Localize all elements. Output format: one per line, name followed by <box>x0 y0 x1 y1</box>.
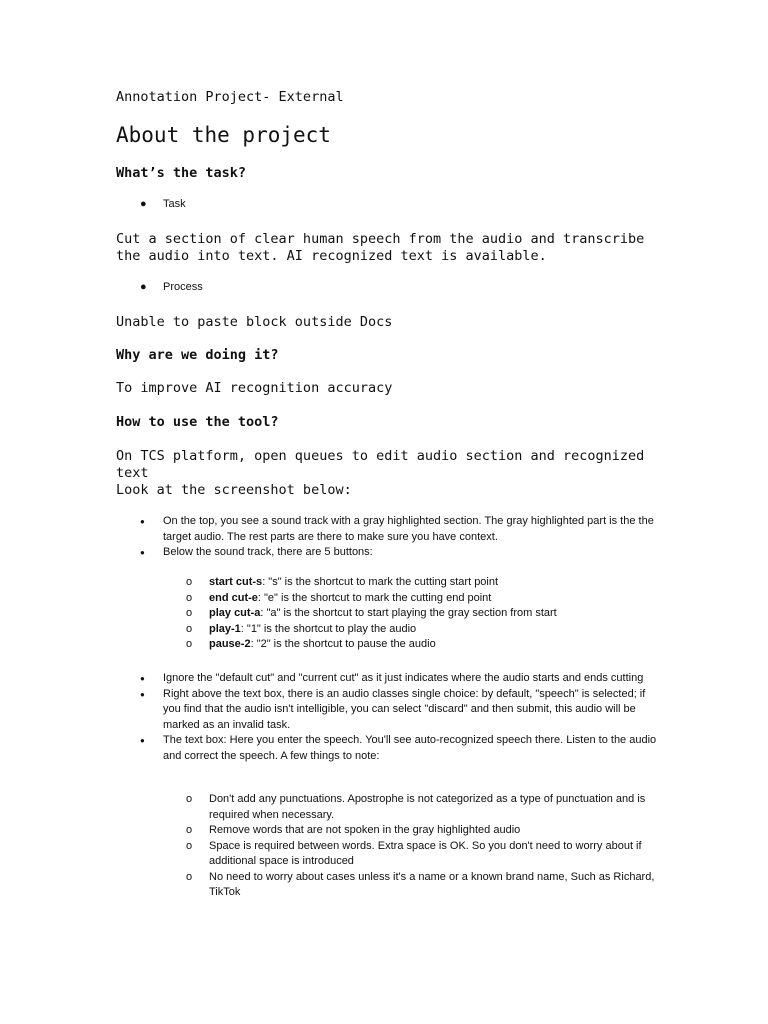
button-desc: : "2" is the shortcut to pause the audio <box>250 638 436 650</box>
process-bullet-label: Process <box>163 281 203 293</box>
page-heading: About the project <box>116 123 331 147</box>
list-item <box>186 637 666 653</box>
button-name: play-1 <box>209 622 241 635</box>
notes-list <box>186 792 666 901</box>
list-item: o Space is required between words. Extra space is OK. So you don't need to worry about if additional space is introduced <box>186 839 666 870</box>
button-desc: : "e" is the shortcut to mark the cutting end point <box>257 591 492 604</box>
list-item: ● Right above the text box, there is an audio classes single choice: by default, "speech" is selected; if you find that the audio isn't intelligible, you can select "discard" and then submit, this audio will be marked as an invalid task. <box>140 687 660 734</box>
list-item <box>186 622 666 638</box>
button-desc: : "1" is the shortcut to play the audio <box>240 622 417 635</box>
tool-list <box>140 514 660 561</box>
list-item: ● Below the sound track, there are 5 buttons: <box>140 545 660 561</box>
how-heading: How to use the tool? <box>116 414 279 430</box>
button-desc: : "s" is the shortcut to mark the cutting start point <box>262 576 499 588</box>
list-item <box>186 591 666 607</box>
list-item: ● Ignore the "default cut" and "current cut" as it just indicates where the audio starts and ends cutting <box>140 671 660 687</box>
list-item: o Remove words that are not spoken in the gray highlighted audio <box>186 823 666 839</box>
list-item: o Don't add any punctuations. Apostrophe is not categorized as a type of punctuation and is required when necessary. <box>186 792 666 823</box>
notes-intro-list <box>140 671 660 764</box>
list-item: ● On the top, you see a sound track with a gray highlighted section. The gray highlighted part is the the target audio. The rest parts are there to make sure you have context. <box>140 514 660 545</box>
button-name: pause-2 <box>209 638 251 650</box>
why-heading: Why are we doing it? <box>116 347 279 363</box>
list-item <box>186 606 666 622</box>
list-item: o No need to worry about cases unless it's a name or a known brand name, Such as Richard, TikTok <box>186 870 666 901</box>
how-text-1: On TCS platform, open queues to edit audio section and recognized text <box>116 448 645 481</box>
button-name: play cut-a <box>209 607 261 619</box>
list-item: ● The text box: Here you enter the speech. You'll see auto-recognized speech there. Listen to the audio and correct the speech. A few things to note: <box>140 733 660 764</box>
document-title: Annotation Project- External <box>116 89 344 105</box>
button-name: end cut-e <box>209 591 258 604</box>
button-desc: : "a" is the shortcut to start playing the gray section from start <box>260 607 557 619</box>
button-name: start cut-s <box>209 576 263 588</box>
bullet-icon: ● <box>140 198 147 210</box>
task-text: Cut a section of clear human speech from the audio and transcribe the audio into text. AI recognized text is available. <box>116 231 645 264</box>
task-bullet-label: Task <box>163 198 186 210</box>
bullet-icon: ● <box>140 281 147 293</box>
buttons-list <box>186 575 666 653</box>
how-text-2: Look at the screenshot below: <box>116 482 352 498</box>
why-text: To improve AI recognition accuracy <box>116 380 393 396</box>
task-heading: What’s the task? <box>116 165 247 181</box>
process-text: Unable to paste block outside Docs <box>116 314 393 330</box>
list-item <box>186 575 666 591</box>
